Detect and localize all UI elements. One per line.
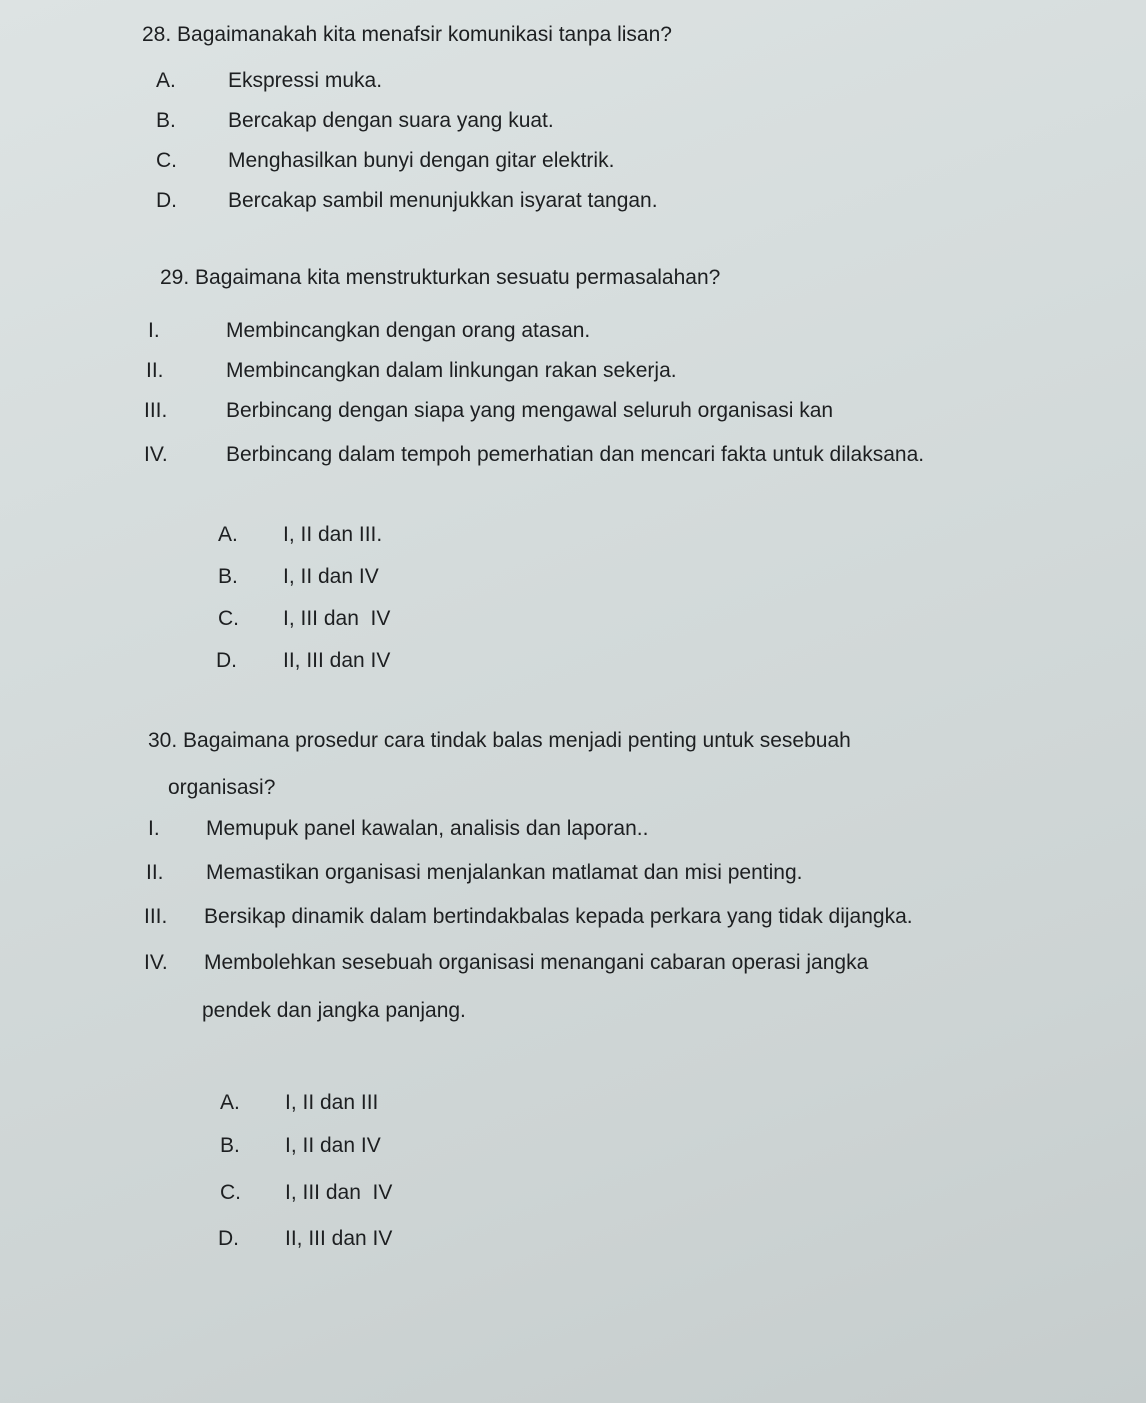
- q29-option-a-label: A.: [218, 523, 238, 546]
- q29-statement-1-text: Membincangkan dengan orang atasan.: [226, 319, 591, 342]
- q30-question-line2: organisasi?: [168, 776, 276, 799]
- q30-option-d-text: II, III dan IV: [285, 1227, 393, 1250]
- q28-option-a-label: A.: [156, 69, 176, 92]
- q30-statement-1-label: I.: [148, 817, 160, 840]
- q29-statement-4-text: Berbincang dalam tempoh pemerhatian dan mencari fakta untuk dilaksana.: [226, 443, 925, 466]
- q30-option-b-label: B.: [220, 1134, 240, 1157]
- q30-statement-3-label: III.: [144, 905, 168, 928]
- q29-option-b-text: I, II dan IV: [283, 565, 379, 588]
- q28-option-c-text: Menghasilkan bunyi dengan gitar elektrik.: [228, 149, 615, 172]
- q30-option-b-text: I, II dan IV: [285, 1134, 381, 1157]
- q29-question: 29. Bagaimana kita menstrukturkan sesuatu permasalahan?: [160, 266, 721, 289]
- q29-option-a-text: I, II dan III.: [283, 523, 383, 546]
- q28-option-d-text: Bercakap sambil menunjukkan isyarat tangan.: [228, 189, 658, 212]
- q29-statement-4-label: IV.: [144, 443, 168, 466]
- q30-question-line1: 30. Bagaimana prosedur cara tindak balas menjadi penting untuk sesebuah: [148, 729, 851, 752]
- q29-statement-2-label: II.: [146, 359, 164, 382]
- q30-option-a-label: A.: [220, 1091, 240, 1114]
- q28-option-c-label: C.: [156, 149, 177, 172]
- q30-statement-1-text: Memupuk panel kawalan, analisis dan laporan..: [206, 817, 649, 840]
- q28-option-a-text: Ekspressi muka.: [228, 69, 383, 92]
- q30-statement-2-label: II.: [146, 861, 164, 884]
- q30-option-a-text: I, II dan III: [285, 1091, 379, 1114]
- q30-statement-4-continuation: pendek dan jangka panjang.: [202, 999, 466, 1022]
- q29-statement-3-label: III.: [144, 399, 168, 422]
- q30-option-c-label: C.: [220, 1181, 241, 1204]
- q30-statement-4-label: IV.: [144, 951, 168, 974]
- q30-statement-4-text: Membolehkan sesebuah organisasi menangani cabaran operasi jangka: [204, 951, 869, 974]
- q30-statement-2-text: Memastikan organisasi menjalankan matlamat dan misi penting.: [206, 861, 803, 884]
- q29-statement-2-text: Membincangkan dalam linkungan rakan sekerja.: [226, 359, 677, 382]
- q28-option-d-label: D.: [156, 189, 177, 212]
- q29-option-d-text: II, III dan IV: [283, 649, 391, 672]
- q29-option-d-label: D.: [216, 649, 237, 672]
- q29-statement-3-text: Berbincang dengan siapa yang mengawal seluruh organisasi kan: [226, 399, 834, 422]
- q28-question: 28. Bagaimanakah kita menafsir komunikasi tanpa lisan?: [142, 23, 672, 46]
- q30-option-d-label: D.: [218, 1227, 239, 1250]
- q30-option-c-text: I, III dan IV: [285, 1181, 393, 1204]
- q30-statement-3-text: Bersikap dinamik dalam bertindakbalas kepada perkara yang tidak dijangka.: [204, 905, 913, 928]
- q28-option-b-label: B.: [156, 109, 176, 132]
- q29-statement-1-label: I.: [148, 319, 160, 342]
- q28-option-b-text: Bercakap dengan suara yang kuat.: [228, 109, 554, 132]
- q29-option-b-label: B.: [218, 565, 238, 588]
- q29-option-c-label: C.: [218, 607, 239, 630]
- q29-option-c-text: I, III dan IV: [283, 607, 391, 630]
